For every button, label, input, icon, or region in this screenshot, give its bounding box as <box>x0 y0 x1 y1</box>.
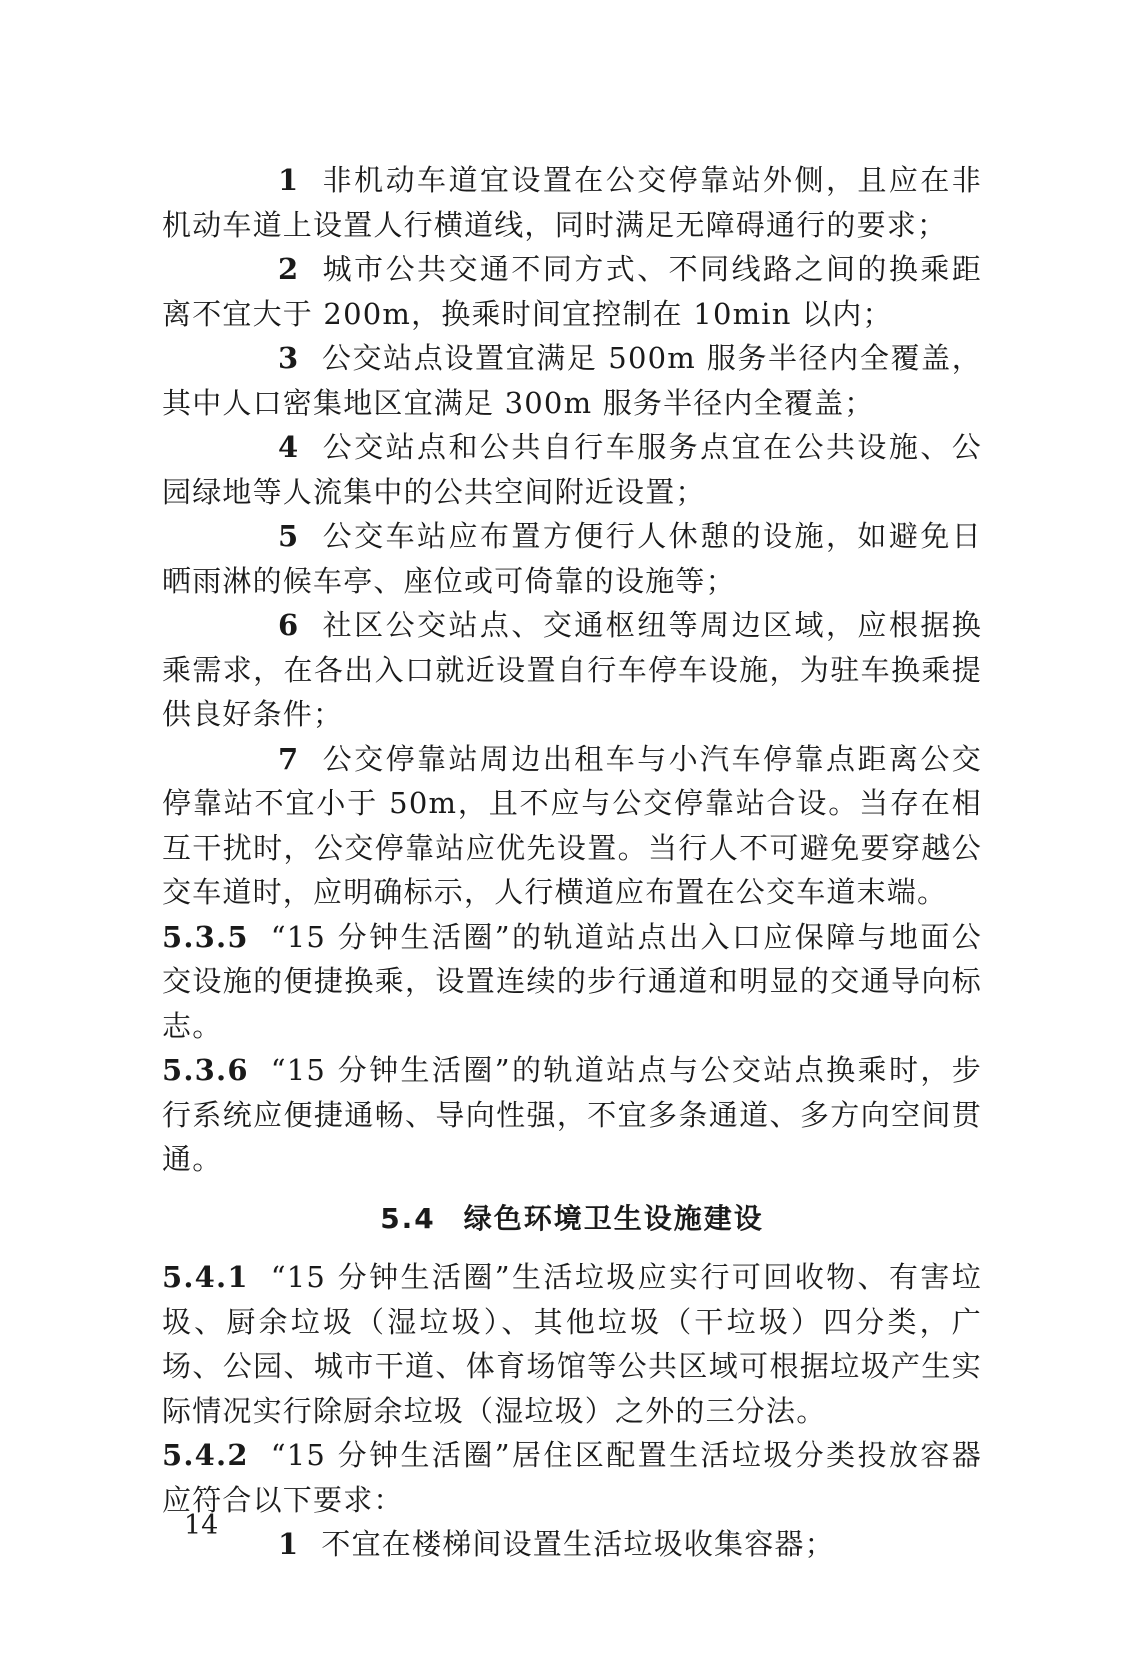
clause: 5.3.5 “15 分钟生活圈”的轨道站点出入口应保障与地面公交设施的便捷换乘，设置连续的步行通道和明显的交通导向标志。 <box>162 919 982 1043</box>
list-item: 4 公交站点和公共自行车服务点宜在公共设施、公园绿地等人流集中的公共空间附近设置； <box>162 430 982 509</box>
list-item: 2 城市公共交通不同方式、不同线路之间的换乘距离不宜大于 200m，换乘时间宜控制在 10min 以内； <box>162 252 982 331</box>
document-body <box>162 158 982 1567</box>
clause: 5.3.6 “15 分钟生活圈”的轨道站点与公交站点换乘时，步行系统应便捷通畅、导向性强，不宜多条通道、多方向空间贯通。 <box>162 1053 982 1176</box>
list-item: 3 公交站点设置宜满足 500m 服务半径内全覆盖，其中人口密集地区宜满足 300m 服务半径内全覆盖； <box>162 341 982 420</box>
list-item: 1 不宜在楼梯间设置生活垃圾收集容器； <box>278 1527 835 1561</box>
clause: 5.4.1 “15 分钟生活圈”生活垃圾应实行可回收物、有害垃圾、厨余垃圾（湿垃圾）、其他垃圾（干垃圾）四分类，广场、公园、城市干道、体育场馆等公共区域可根据垃圾产生实际情况实行除厨余垃圾（湿垃圾）之外的三分法。 <box>162 1260 982 1428</box>
list-item: 6 社区公交站点、交通枢纽等周边区域，应根据换乘需求，在各出入口就近设置自行车停车设施，为驻车换乘提供良好条件； <box>162 608 982 731</box>
list-item: 5 公交车站应布置方便行人休憩的设施，如避免日晒雨淋的候车亭、座位或可倚靠的设施等； <box>162 519 982 598</box>
list-item: 7 公交停靠站周边出租车与小汽车停靠点距离公交停靠站不宜小于 50m，且不应与公交停靠站合设。当存在相互干扰时，公交停靠站应优先设置。当行人不可避免要穿越公交车道时，应明确标示，人行横道应布置在公交车道末端。 <box>162 741 982 909</box>
list-item: 1 非机动车道宜设置在公交停靠站外侧，且应在非机动车道上设置人行横道线，同时满足无障碍通行的要求； <box>162 163 982 242</box>
section-heading: 5.4 绿色环境卫生设施建设 <box>380 1201 764 1235</box>
clause: 5.4.2 “15 分钟生活圈”居住区配置生活垃圾分类投放容器应符合以下要求： <box>162 1438 982 1517</box>
page-number: 14 <box>184 1510 219 1541</box>
